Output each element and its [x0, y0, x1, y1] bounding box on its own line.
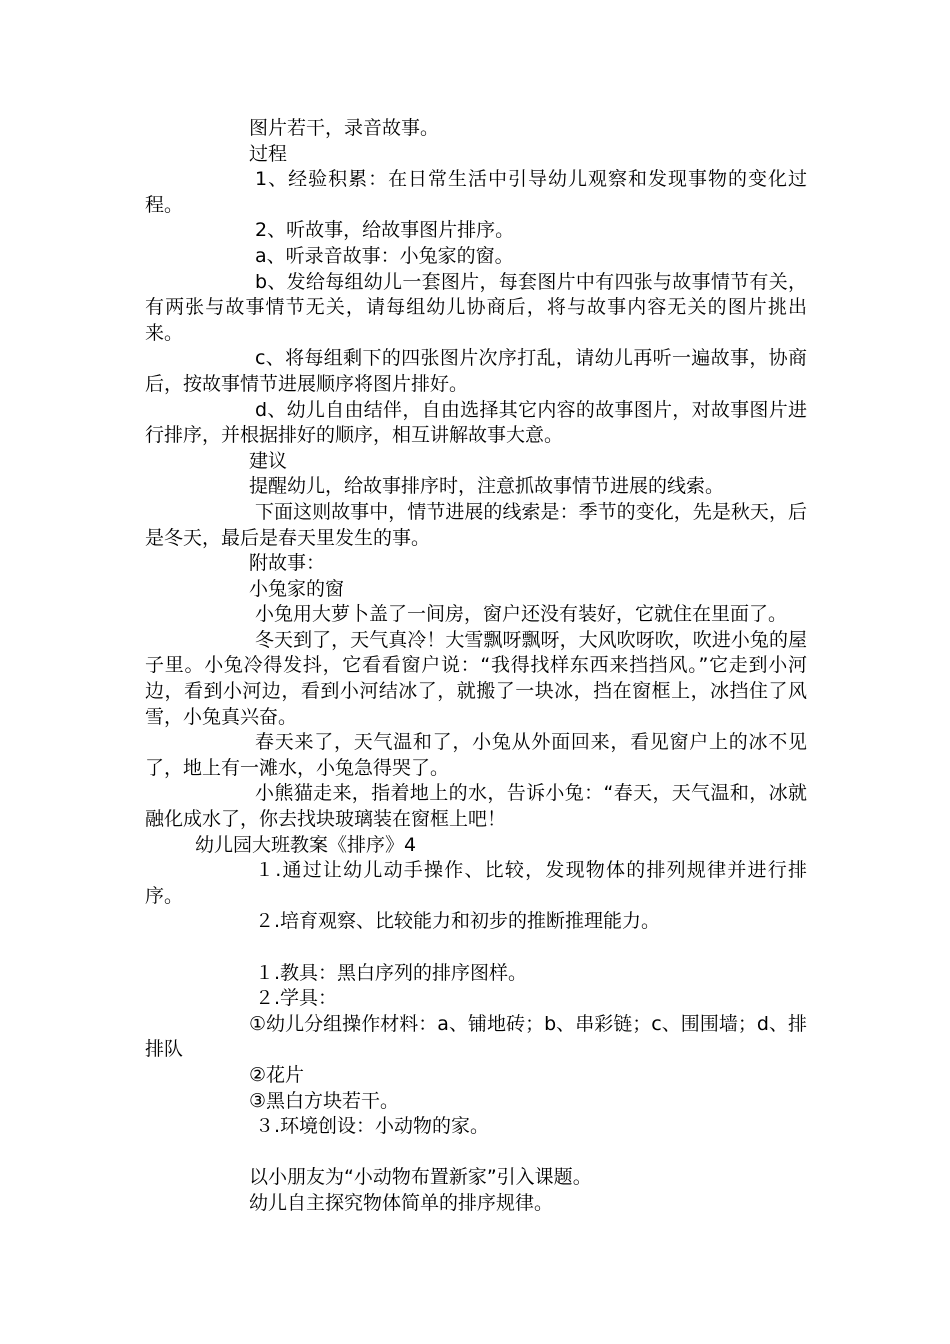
blank-line	[145, 935, 807, 961]
paragraph-step-2: 2、听故事，给故事图片排序。	[255, 219, 515, 242]
paragraph-step-b: b、发给每组幼儿一套图片，每套图片中有四张与故事情节有关，有两张与故事情节无关，请每组幼儿协商后，将与故事内容无关的图片挑出来。	[145, 270, 807, 344]
paragraph-step-1: 1、经验积累：在日常生活中引导幼儿观察和发现事物的变化过程。	[145, 168, 807, 216]
activity-explore: 幼儿自主探究物体简单的排序规律。	[249, 1191, 554, 1214]
document-body	[145, 116, 807, 1217]
prep-material-1: ①幼儿分组操作材料：a、铺地砖；b、串彩链；c、围围墙；d、排排队	[145, 1012, 807, 1061]
paragraph-step-d: d、幼儿自由结伴，自由选择其它内容的故事图片，对故事图片进行排序，并根据排好的顺序，相互讲解故事大意。	[145, 398, 807, 447]
heading-appendix: 附故事：	[249, 552, 326, 575]
prep-1: １.教具：黑白序列的排序图样。	[255, 961, 528, 984]
heading-process: 过程	[249, 142, 288, 165]
prep-2: ２.学具：	[255, 987, 338, 1010]
prep-material-3: ③黑白方块若干。	[249, 1089, 400, 1112]
paragraph-materials: 图片若干，录音故事。	[249, 117, 440, 139]
prep-3: ３.环境创设：小动物的家。	[255, 1115, 490, 1138]
story-paragraph-3: 春天来了，天气温和了，小兔从外面回来，看见窗户上的冰不见了，地上有一滩水，小兔急得哭了。	[145, 731, 807, 779]
prep-material-2: ②花片	[249, 1063, 305, 1086]
paragraph-clue: 下面这则故事中，情节进展的线索是：季节的变化，先是秋天，后是冬天，最后是春天里发生的事。	[145, 500, 807, 549]
paragraph-reminder: 提醒幼儿，给故事排序时，注意抓故事情节进展的线索。	[249, 475, 725, 498]
goal-1: １.通过让幼儿动手操作、比较，发现物体的排列规律并进行排序。	[145, 859, 807, 907]
heading-suggestion: 建议	[249, 449, 288, 472]
activity-intro: 以小朋友为“小动物布置新家”引入课题。	[249, 1166, 592, 1189]
paragraph-step-a: a、听录音故事：小兔家的窗。	[255, 244, 514, 267]
story-title: 小兔家的窗	[249, 577, 345, 600]
story-paragraph-1: 小兔用大萝卜盖了一间房，窗户还没有装好，它就住在里面了。	[255, 603, 788, 626]
goal-2: ２.培育观察、比较能力和初步的推断推理能力。	[255, 910, 661, 933]
story-paragraph-2: 冬天到了，天气真冷！大雪飘呀飘呀，大风吹呀吹，吹进小兔的屋子里。小兔冷得发抖，它看看窗户说：“我得找样东西来挡挡风。”它走到小河边，看到小河边，看到小河结冰了，就搬了一块冰，挡在窗框上，冰挡住了风雪，小兔真兴奋。	[145, 628, 807, 728]
paragraph-step-c: c、将每组剩下的四张图片次序打乱，请幼儿再听一遍故事，协商后，按故事情节进展顺序将图片排好。	[145, 347, 807, 395]
blank-line	[145, 1140, 807, 1166]
story-paragraph-4: 小熊猫走来，指着地上的水，告诉小兔：“春天，天气温和，冰就融化成水了，你去找块玻璃装在窗框上吧！	[145, 782, 807, 831]
lesson-title: 幼儿园大班教案《排序》4	[195, 833, 417, 856]
